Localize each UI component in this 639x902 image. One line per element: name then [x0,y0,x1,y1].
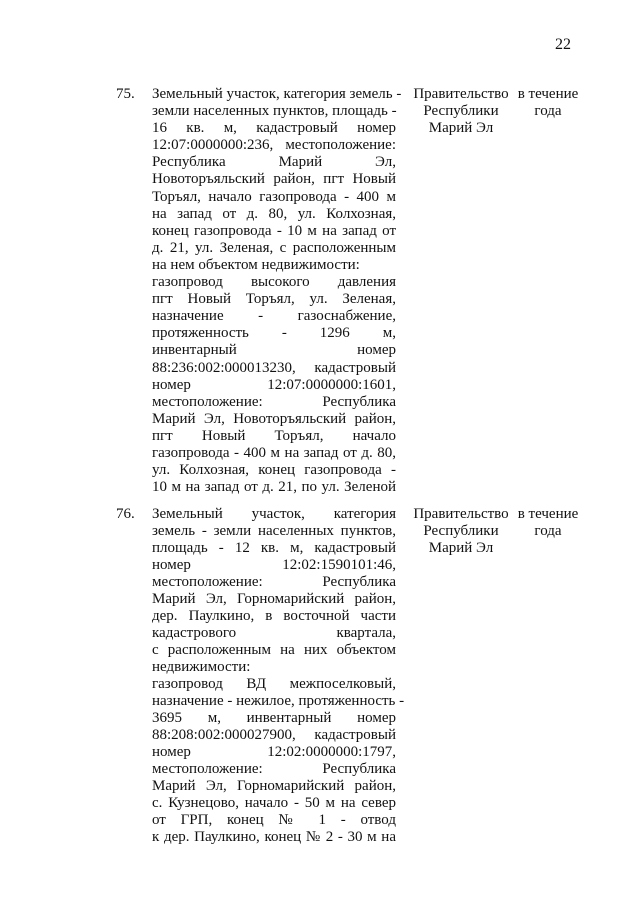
description-line: земли населенных пунктов, площадь - [152,103,397,120]
description-line: Марий Эл, Горномарийский район, [152,591,396,607]
responsible-line: Марий Эл [428,540,494,557]
description-line: Торъял, начало газопровода - 400 м [152,188,396,205]
description-line: на запад от д. 80, ул. Колхозная, [152,205,396,222]
entry-description [152,86,402,496]
description-line: газопровода - 400 м на запад от д. 80, [152,444,396,461]
description-line: номер 12:02:1590101:46, [152,557,396,573]
entry-description [152,506,405,846]
responsible-line: Правительство [413,506,509,522]
description-line: кадастрового квартала, [152,625,396,641]
responsible-line: Республики [423,523,499,540]
description-line: с. Кузнецово, начало - 50 м на север [152,795,396,811]
description-line: 88:208:002:000027900, кадастровый [152,727,396,743]
description-line: 12:07:0000000:236, местоположение: [152,137,396,154]
description-line: газопровод высокого давления [152,274,396,291]
description-line: местоположение: Республика [152,574,396,590]
description-line: 10 м на запад от д. 21, по ул. Зеленой [152,479,396,496]
description-line: ул. Колхозная, конец газопровода - [152,462,396,479]
deadline [514,506,582,540]
responsible-party [408,86,514,137]
description-line: от ГРП, конец № 1 - отвод [152,812,396,828]
description-line: Марий Эл, Горномарийский район, [152,778,396,794]
deadline [514,86,582,120]
description-line: назначение - газоснабжение, [152,308,396,325]
description-line: пгт Новый Торъял, начало [152,427,396,444]
description-line: номер 12:02:0000000:1797, [152,744,396,760]
deadline-line: в течение [517,506,579,522]
description-line: инвентарный номер [152,342,396,359]
description-line: земель - земли населенных пунктов, [152,523,396,539]
description-line: номер 12:07:0000000:1601, [152,376,396,393]
description-line: газопровод ВД межпоселковый, [152,676,396,692]
description-line: недвижимости: [152,659,251,675]
responsible-line: Правительство [413,86,509,102]
description-line: дер. Паулкино, в восточной части [152,608,396,624]
description-line: на нем объектом недвижимости: [152,256,360,273]
description-line: к дер. Паулкино, конец № 2 - 30 м на [152,829,396,845]
description-line: местоположение: Республика [152,393,396,410]
description-line: конец газопровода - 10 м на запад от [152,222,396,239]
deadline-line: в течение [517,86,579,102]
entry-number: 75. [116,86,135,102]
deadline-line: года [534,103,562,120]
description-line: 16 кв. м, кадастровый номер [152,120,396,137]
description-line: с расположенным на них объектом [152,642,396,658]
description-line: 88:236:002:000013230, кадастровый [152,359,396,376]
description-line: пгт Новый Торъял, ул. Зеленая, [152,291,396,308]
responsible-line: Республики [423,103,499,120]
description-line: площадь - 12 кв. м, кадастровый [152,540,396,556]
description-line: 3695 м, инвентарный номер [152,710,396,726]
description-line: назначение - нежилое, протяженность - [152,693,405,709]
entry-number: 76. [116,506,135,522]
description-line: Земельный участок, категория [152,506,396,522]
description-line: протяженность - 1296 м, [152,325,396,342]
description-line: Новоторъяльский район, пгт Новый [152,171,396,188]
description-line: местоположение: Республика [152,761,396,777]
description-line: Республика Марий Эл, [152,154,396,171]
responsible-party [408,506,514,557]
responsible-line: Марий Эл [428,120,494,137]
description-line: Земельный участок, категория земель - [152,86,402,102]
description-line: Марий Эл, Новоторъяльский район, [152,410,396,427]
deadline-line: года [534,523,562,540]
page-number: 22 [555,36,571,53]
description-line: д. 21, ул. Зеленая, с расположенным [152,239,396,256]
